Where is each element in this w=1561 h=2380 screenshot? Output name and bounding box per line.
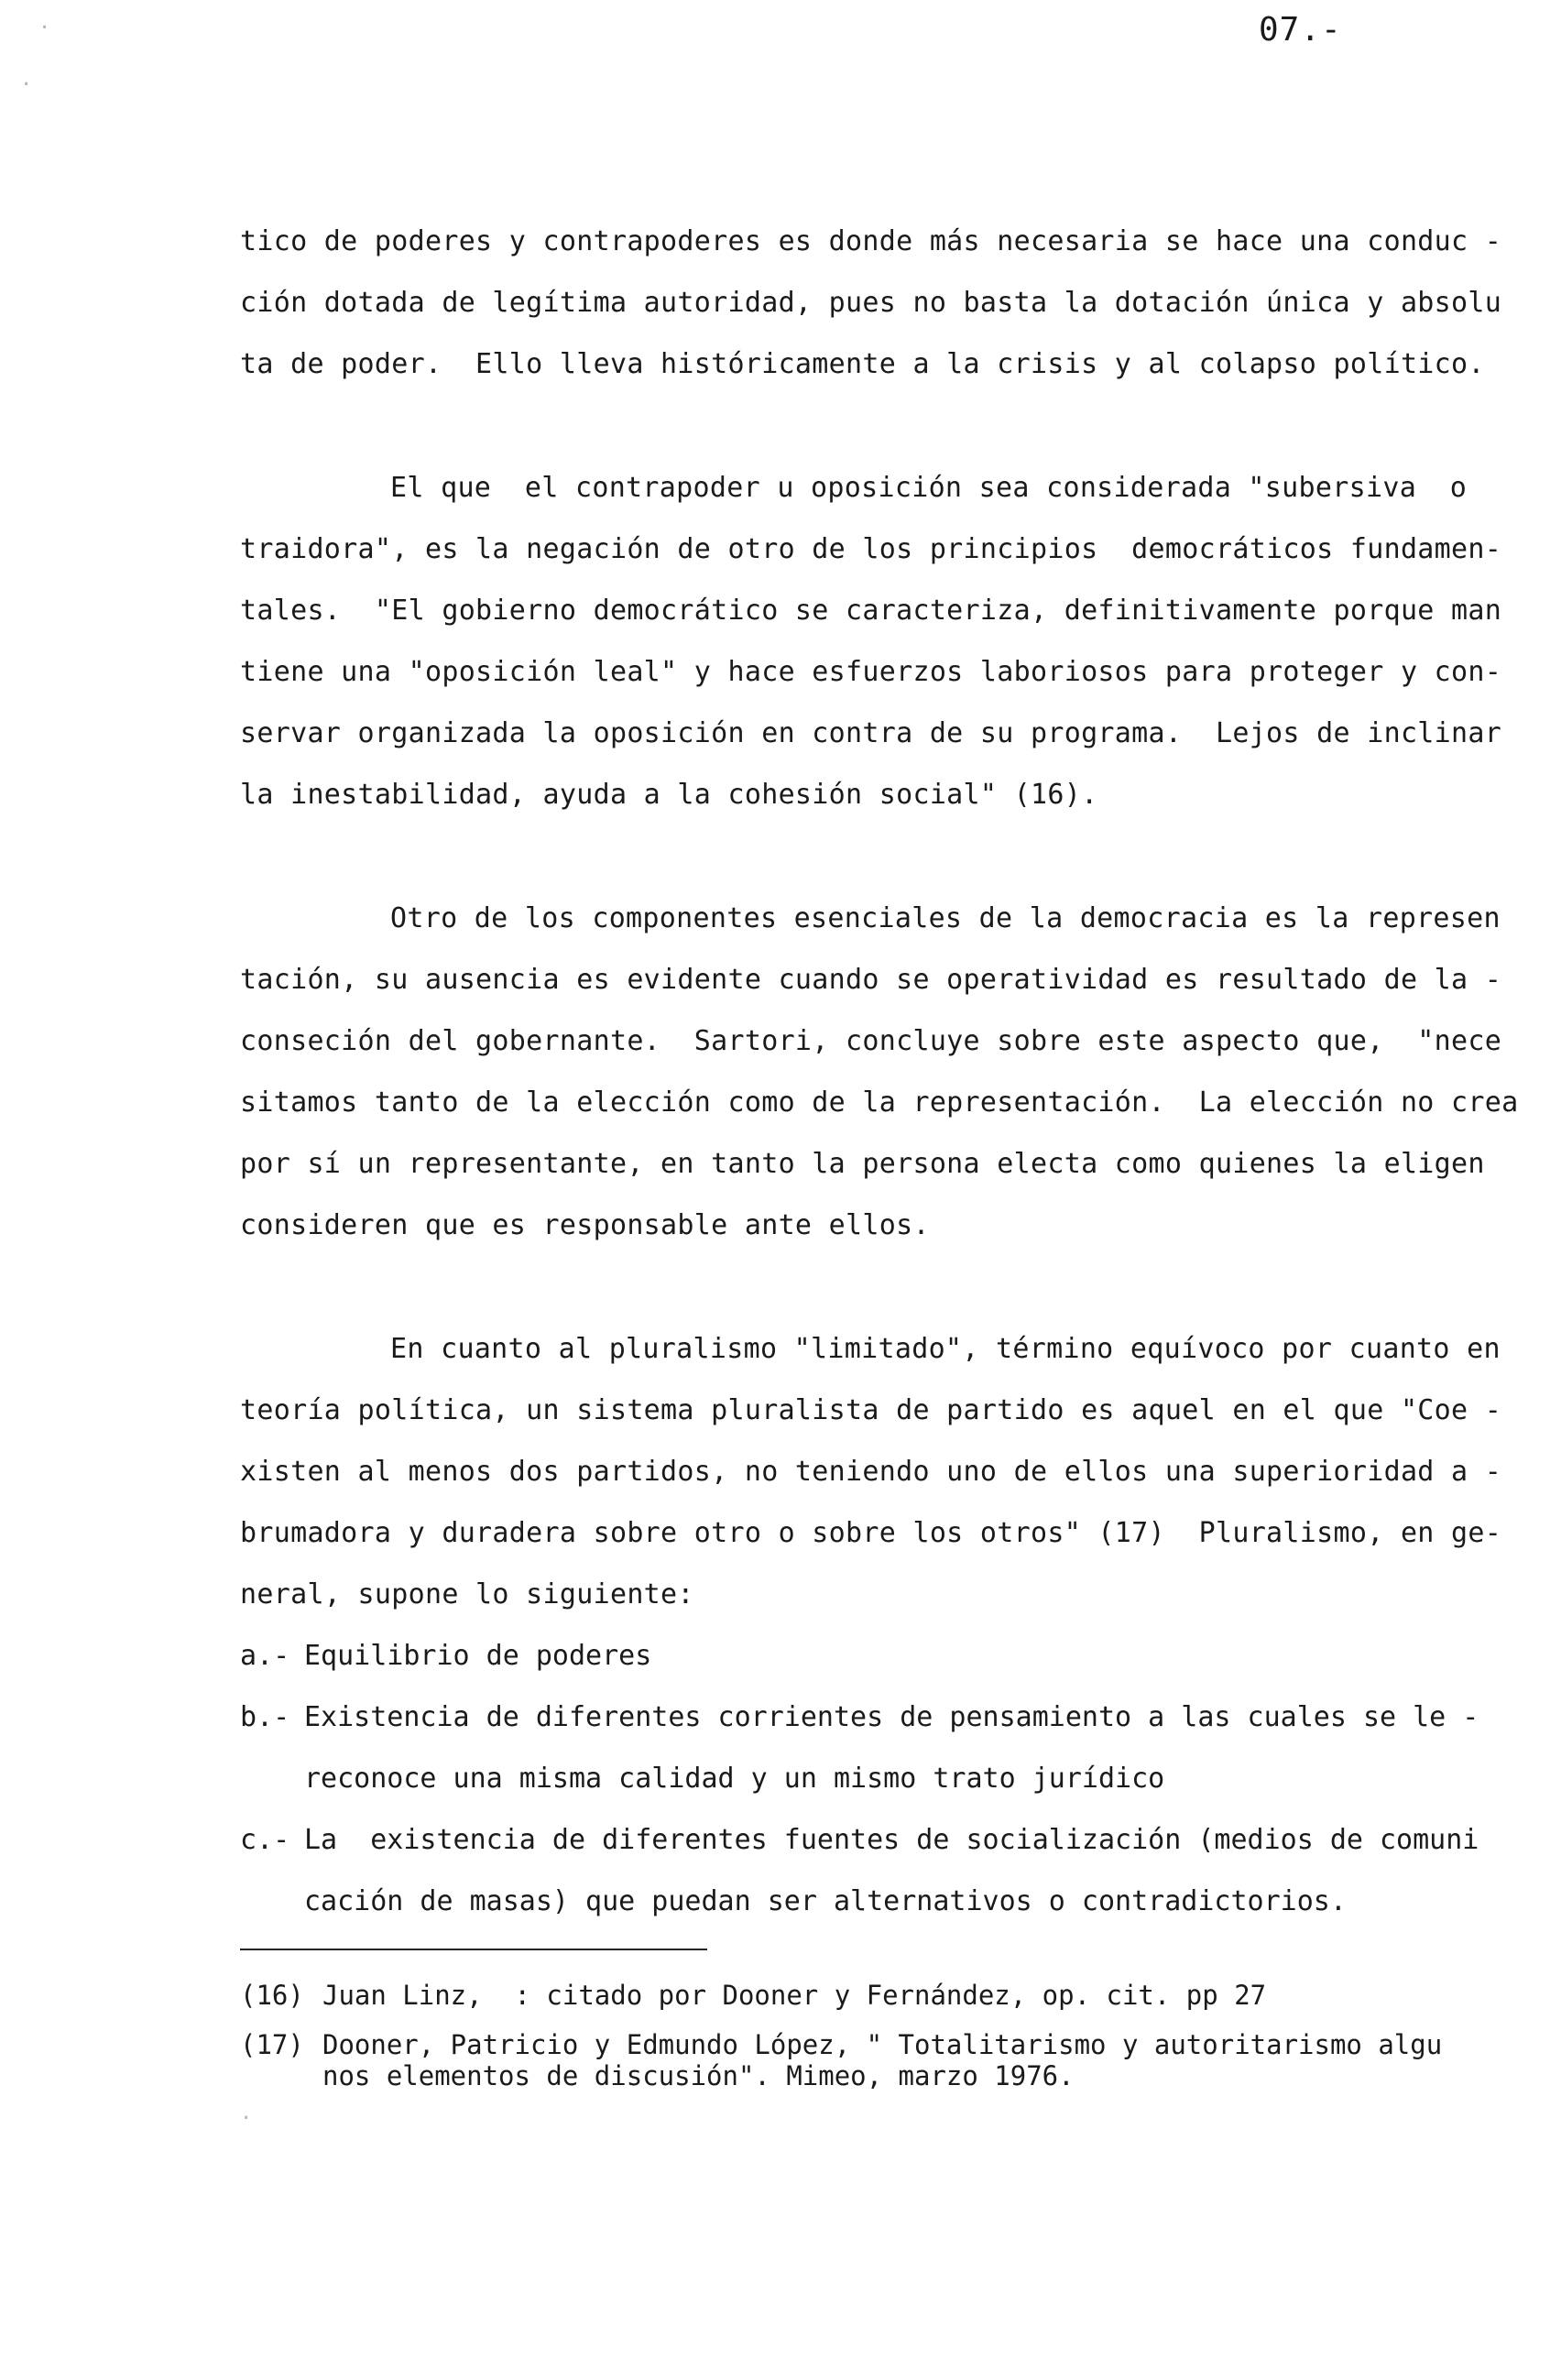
paragraph-2-line-5: servar organizada la oposición en contra de su programa. Lejos de inclinar	[240, 717, 1502, 749]
paragraph-3-line-3: conseción del gobernante. Sartori, concluye sobre este aspecto que, "nece	[240, 1025, 1502, 1057]
paragraph-3-line-2: tación, su ausencia es evidente cuando se operatividad es resultado de la -	[240, 964, 1502, 996]
paragraph-4-line-4: brumadora y duradera sobre otro o sobre los otros" (17) Pluralismo, en ge-	[240, 1517, 1502, 1549]
footnote-17-line-2: nos elementos de discusión". Mimeo, marzo 1976.	[322, 2060, 1075, 2091]
scan-speck: ·	[38, 16, 51, 39]
footnote-17-number: (17)	[240, 2029, 304, 2060]
paragraph-4-line-1: En cuanto al pluralismo "limitado", término equívoco por cuanto en	[390, 1333, 1501, 1365]
scan-speck: ·	[240, 2107, 253, 2130]
paragraph-2-line-4: tiene una "oposición leal" y hace esfuerzos laboriosos para proteger y con-	[240, 656, 1502, 688]
paragraph-3-line-1: Otro de los componentes esenciales de la democracia es la represen	[390, 902, 1501, 934]
paragraph-4-line-5: neral, supone lo siguiente:	[240, 1578, 694, 1610]
paragraph-4-line-3: xisten al menos dos partidos, no teniendo uno de ellos una superioridad a -	[240, 1456, 1502, 1488]
paragraph-1-line-2: ción dotada de legítima autoridad, pues no basta la dotación única y absolu	[240, 287, 1502, 319]
list-item-c-label: c.-	[240, 1824, 290, 1856]
paragraph-2-line-3: tales. "El gobierno democrático se caracteriza, definitivamente porque man	[240, 595, 1502, 627]
scan-speck: ·	[20, 73, 33, 96]
list-item-b-line-2: reconoce una misma calidad y un mismo trato jurídico	[304, 1763, 1165, 1795]
paragraph-1-line-3: ta de poder. Ello lleva históricamente a la crisis y al colapso político.	[240, 348, 1485, 380]
page-number: 07.-	[1259, 11, 1342, 49]
paragraph-1-line-1: tico de poderes y contrapoderes es donde más necesaria se hace una conduc -	[240, 225, 1502, 257]
paragraph-2-line-2: traidora", es la negación de otro de los principios democráticos fundamen-	[240, 533, 1502, 565]
paragraph-3-line-5: por sí un representante, en tanto la persona electa como quienes la eligen	[240, 1148, 1485, 1180]
list-item-b-label: b.-	[240, 1701, 290, 1733]
list-item-a-label: a.-	[240, 1640, 290, 1672]
footnote-17-line-1: Dooner, Patricio y Edmundo López, " Totalitarismo y autoritarismo algu	[322, 2029, 1443, 2060]
footnote-16-text: Juan Linz, : citado por Dooner y Fernández, op. cit. pp 27	[322, 1980, 1267, 2011]
paragraph-2-line-6: la inestabilidad, ayuda a la cohesión social" (16).	[240, 779, 1098, 811]
list-item-c-line-2: cación de masas) que puedan ser alternativos o contradictorios.	[304, 1885, 1347, 1917]
paragraph-3-line-6: consideren que es responsable ante ellos.	[240, 1209, 930, 1241]
footnote-divider	[240, 1949, 707, 1950]
list-item-a-line-1: Equilibrio de poderes	[304, 1640, 652, 1672]
paragraph-3-line-4: sitamos tanto de la elección como de la representación. La elección no crea	[240, 1086, 1519, 1119]
list-item-c-line-1: La existencia de diferentes fuentes de socialización (medios de comuni	[304, 1824, 1479, 1856]
footnote-16-number: (16)	[240, 1980, 304, 2011]
list-item-b-line-1: Existencia de diferentes corrientes de pensamiento a las cuales se le -	[304, 1701, 1479, 1733]
paragraph-4-line-2: teoría política, un sistema pluralista de partido es aquel en el que "Coe -	[240, 1394, 1502, 1426]
paragraph-2-line-1: El que el contrapoder u oposición sea considerada "subersiva o	[390, 472, 1468, 504]
